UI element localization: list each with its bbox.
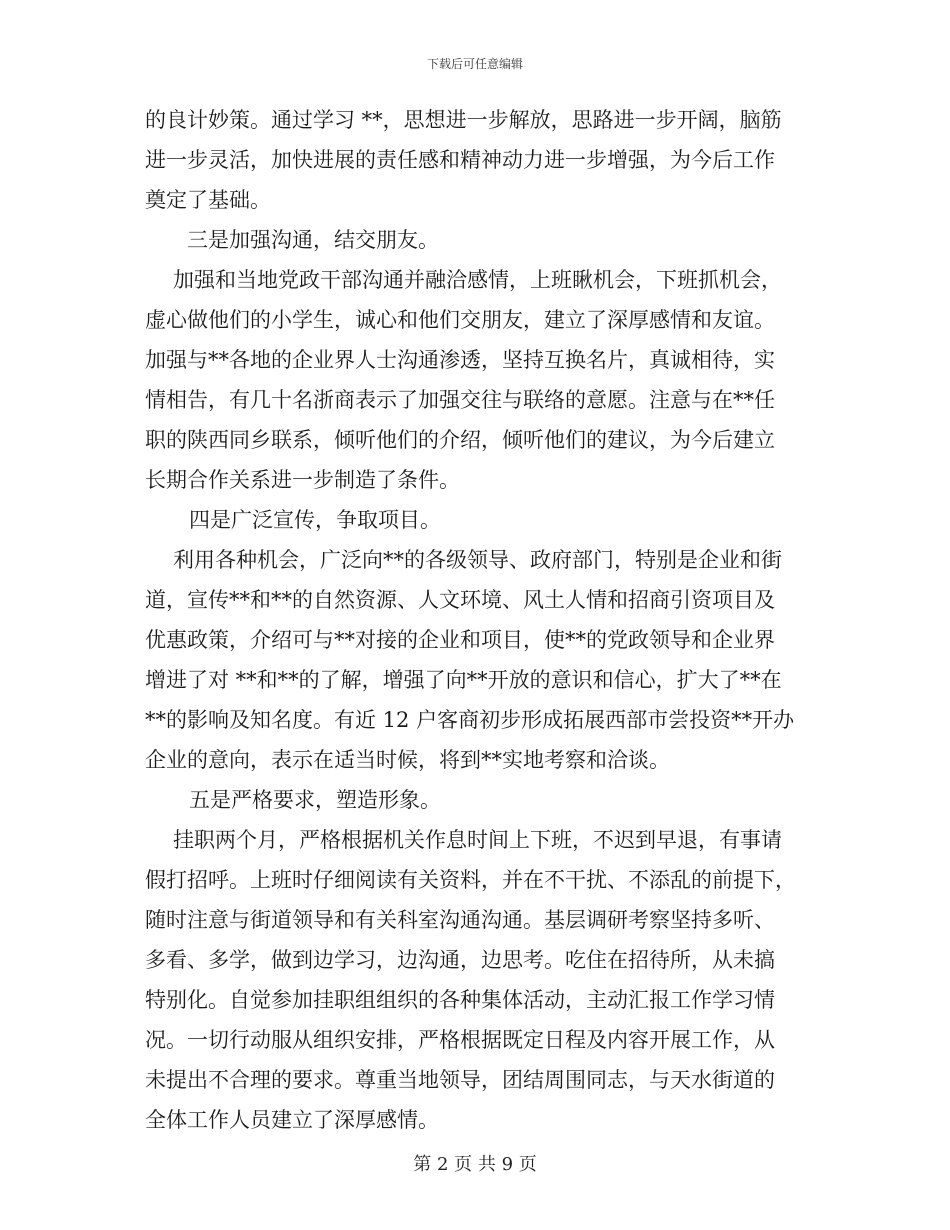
text-line: 道，宣传**和**的自然资源、人文环境、风土人情和招商引资项目及 (145, 588, 775, 612)
text-line: 虚心做他们的小学生，诚心和他们交朋友，建立了深厚感情和友谊。 (145, 308, 775, 332)
text-line: 况。一切行动服从组织安排，严格根据既定日程及内容开展工作，从 (145, 1028, 775, 1052)
text-line: 增进了对 **和**的了解，增强了向**开放的意识和信心，扩大了**在 (145, 668, 782, 692)
text-line: 职的陕西同乡联系，倾听他们的介绍，倾听他们的建议，为今后建立 (145, 428, 775, 452)
text-line: **的影响及知名度。有近 12 户客商初步形成拓展西部市尝投资**开办 (145, 708, 795, 732)
text-line: 加强与**各地的企业界人士沟通渗透，坚持互换名片，真诚相待，实 (145, 348, 775, 372)
text-line: 随时注意与街道领导和有关科室沟通沟通。基层调研考察坚持多听、 (145, 908, 775, 932)
text-line: 长期合作关系进一步制造了条件。 (145, 468, 460, 492)
text-line: 挂职两个月，严格根据机关作息时间上下班，不迟到早退，有事请 (173, 828, 782, 852)
text-line: 情相告，有几十名浙商表示了加强交往与联络的意愿。注意与在**任 (145, 388, 775, 412)
text-line: 全体工作人员建立了深厚感情。 (145, 1108, 439, 1132)
section-heading: 三是加强沟通，结交朋友。 (187, 228, 439, 252)
text-line: 进一步灵活，加快进展的责任感和精神动力进一步增强，为今后工作 (145, 148, 775, 172)
text-line: 多看、多学，做到边学习，边沟通，边思考。吃住在招待所，从未搞 (145, 948, 775, 972)
section-heading: 四是广泛宣传，争取项目。 (189, 508, 441, 532)
section-heading: 五是严格要求，塑造形象。 (189, 788, 441, 812)
page-number: 第 2 页 共 9 页 (413, 1154, 537, 1175)
text-line: 利用各种机会，广泛向**的各级领导、政府部门，特别是企业和街 (173, 548, 782, 572)
page-header: 下载后可任意编辑 (426, 57, 523, 71)
text-line: 未提出不合理的要求。尊重当地领导，团结周围同志，与天水街道的 (145, 1068, 775, 1092)
text-line: 企业的意向，表示在适当时候，将到**实地考察和洽谈。 (145, 748, 670, 772)
text-line: 特别化。自觉参加挂职组组织的各种集体活动，主动汇报工作学习情 (145, 988, 775, 1012)
text-line: 假打招呼。上班时仔细阅读有关资料，并在不干扰、不添乱的前提下， (145, 868, 796, 892)
text-line: 奠定了基础。 (145, 188, 271, 212)
text-line: 的良计妙策。通过学习 **，思想进一步解放，思路进一步开阔，脑筋 (145, 108, 782, 132)
text-line: 加强和当地党政干部沟通并融洽感情，上班瞅机会，下班抓机会， (173, 268, 782, 292)
document-body (145, 100, 810, 1140)
text-line: 优惠政策，介绍可与**对接的企业和项目，使**的党政领导和企业界 (145, 628, 775, 652)
